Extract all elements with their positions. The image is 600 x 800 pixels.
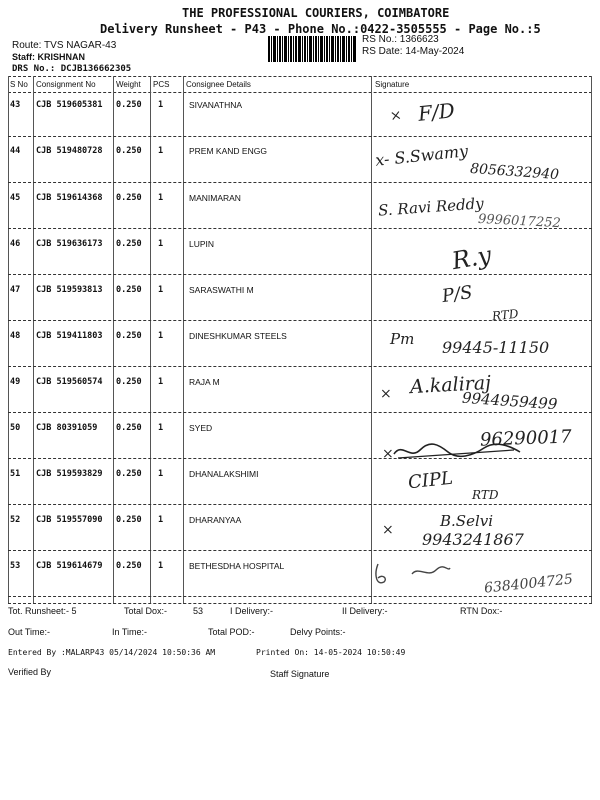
row-pcs: 1 (158, 377, 164, 387)
col-header-sno: S No (10, 80, 28, 89)
signature-handwriting: 99445-11150 (442, 338, 550, 357)
total-dox-label: Total Dox:- (124, 606, 168, 616)
row-pcs: 1 (158, 239, 164, 249)
row-divider (8, 136, 592, 137)
row-divider (8, 182, 592, 183)
signature-handwriting: 9943241867 (422, 530, 524, 549)
row-sno: 43 (10, 100, 21, 110)
row-weight: 0.250 (116, 331, 142, 341)
col-header-weight: Weight (116, 80, 141, 89)
signature-handwriting: RTD (491, 306, 520, 324)
column-divider (150, 76, 151, 604)
entered-by: Entered By :MALARP43 05/14/2024 10:50:36 AM (8, 648, 216, 657)
row-weight: 0.250 (116, 377, 142, 387)
row-divider (8, 596, 592, 597)
signature-handwriting: x- S.Swamy (374, 141, 469, 170)
printed-on: Printed On: 14-05-2024 10:50:49 (256, 648, 406, 657)
rs-number: RS No.: 1366623 (362, 34, 439, 45)
row-pcs: 1 (158, 285, 164, 295)
column-divider (591, 76, 592, 604)
signature-scribble (392, 440, 522, 462)
ii-delivery: II Delivery:- (342, 606, 388, 616)
signature-mark: × (388, 107, 403, 125)
table-top-border (8, 76, 592, 77)
row-consignment: CJB 519560574 (36, 377, 103, 387)
column-divider (113, 76, 114, 604)
row-consignee: LUPIN (189, 239, 215, 249)
row-divider (8, 550, 592, 551)
row-sno: 45 (10, 193, 21, 203)
row-consignee: SYED (189, 423, 213, 433)
row-consignee: SIVANATHNA (189, 100, 243, 110)
row-sno: 48 (10, 331, 21, 341)
signature-handwriting: Pm (390, 330, 415, 348)
row-consignment: CJB 519593829 (36, 469, 103, 479)
header-bottom-border (8, 92, 592, 93)
row-divider (8, 274, 592, 275)
i-delivery: I Delivery:- (230, 606, 274, 616)
signature-handwriting: RTD (472, 488, 499, 502)
signature-handwriting: R.y (449, 240, 494, 276)
total-dox-value: 53 (193, 606, 204, 616)
drs-number: DRS No.: DCJB136662305 (12, 64, 132, 74)
signature-handwriting: S. Ravi Reddy (377, 194, 485, 220)
row-sno: 50 (10, 423, 21, 433)
in-time: In Time:- (112, 627, 148, 637)
row-divider (8, 504, 592, 505)
row-consignment: CJB 519593813 (36, 285, 103, 295)
row-pcs: 1 (158, 515, 164, 525)
signature-mark: × (382, 522, 394, 538)
row-consignment: CJB 519614368 (36, 193, 103, 203)
row-weight: 0.250 (116, 423, 142, 433)
col-header-consignment: Consignment No (36, 80, 96, 89)
row-consignment: CJB 519480728 (36, 146, 103, 156)
row-consignee: MANIMARAN (189, 193, 241, 203)
row-consignee: PREM KAND ENGG (189, 146, 267, 156)
signature-handwriting: 9944959499 (461, 388, 558, 414)
out-time: Out Time:- (8, 627, 51, 637)
signature-handwriting: 6384004725 (483, 571, 574, 597)
signature-handwriting: B.Selvi (440, 512, 494, 530)
row-consignment: CJB 519614679 (36, 561, 103, 571)
row-weight: 0.250 (116, 285, 142, 295)
row-pcs: 1 (158, 100, 164, 110)
row-weight: 0.250 (116, 515, 142, 525)
row-consignment: CJB 519605381 (36, 100, 103, 110)
row-pcs: 1 (158, 469, 164, 479)
signature-mark: × (380, 386, 392, 402)
row-pcs: 1 (158, 193, 164, 203)
col-header-pcs: PCS (153, 80, 170, 89)
signature-handwriting: A.kaliraj (409, 371, 492, 399)
column-divider (371, 76, 372, 604)
row-sno: 46 (10, 239, 21, 249)
signature-handwriting: 9996017252 (477, 211, 562, 232)
runsheet-subtitle: Delivery Runsheet - P43 - Phone No.:0422-3505555 - Page No.:5 (100, 22, 541, 36)
column-divider (8, 76, 9, 604)
signature-handwriting: CIPL (407, 467, 454, 494)
row-weight: 0.250 (116, 561, 142, 571)
row-divider (8, 412, 592, 413)
signature-handwriting: F/D (416, 98, 456, 126)
staff-signature: Staff Signature (270, 669, 330, 679)
row-consignee: DHANALAKSHIMI (189, 469, 259, 479)
row-consignee: SARASWATHI M (189, 285, 254, 295)
row-pcs: 1 (158, 561, 164, 571)
delvy-points: Delvy Points:- (290, 627, 346, 637)
rs-date: RS Date: 14-May-2024 (362, 46, 465, 57)
column-divider (33, 76, 34, 604)
row-consignment: CJB 519557090 (36, 515, 103, 525)
row-sno: 52 (10, 515, 21, 525)
row-weight: 0.250 (116, 146, 142, 156)
company-title: THE PROFESSIONAL COURIERS, COIMBATORE (182, 6, 450, 20)
row-sno: 51 (10, 469, 21, 479)
route-label: Route: TVS NAGAR-43 (12, 40, 117, 51)
row-pcs: 1 (158, 146, 164, 156)
table-bottom-border (8, 603, 592, 604)
row-weight: 0.250 (116, 100, 142, 110)
row-sno: 49 (10, 377, 21, 387)
row-consignee: BETHESDHA HOSPITAL (189, 561, 285, 571)
row-sno: 53 (10, 561, 21, 571)
row-consignee: DINESHKUMAR STEELS (189, 331, 287, 341)
row-consignment: CJB 519411803 (36, 331, 103, 341)
signature-mark: × (382, 446, 394, 462)
row-consignee: DHARANYAA (189, 515, 242, 525)
row-sno: 44 (10, 146, 21, 156)
total-pod: Total POD:- (208, 627, 255, 637)
row-consignee: RAJA M (189, 377, 220, 387)
verified-by: Verified By (8, 667, 52, 677)
column-divider (183, 76, 184, 604)
rtn-dox: RTN Dox:- (460, 606, 503, 616)
signature-handwriting: P/S (440, 281, 474, 308)
row-weight: 0.250 (116, 239, 142, 249)
row-consignment: CJB 80391059 (36, 423, 98, 433)
col-header-consignee: Consignee Details (186, 80, 251, 89)
tot-runsheet: Tot. Runsheet:- 5 (8, 606, 77, 616)
col-header-signature: Signature (375, 80, 410, 89)
signature-handwriting: 8056332940 (469, 160, 560, 184)
row-pcs: 1 (158, 331, 164, 341)
row-weight: 0.250 (116, 469, 142, 479)
row-consignment: CJB 519636173 (36, 239, 103, 249)
row-sno: 47 (10, 285, 21, 295)
row-weight: 0.250 (116, 193, 142, 203)
staff-label: Staff: KRISHNAN (12, 52, 85, 62)
signature-scribble (372, 560, 452, 590)
signature-handwriting: 96290017 (479, 426, 572, 451)
row-divider (8, 366, 592, 367)
barcode-image (268, 36, 356, 62)
row-pcs: 1 (158, 423, 164, 433)
